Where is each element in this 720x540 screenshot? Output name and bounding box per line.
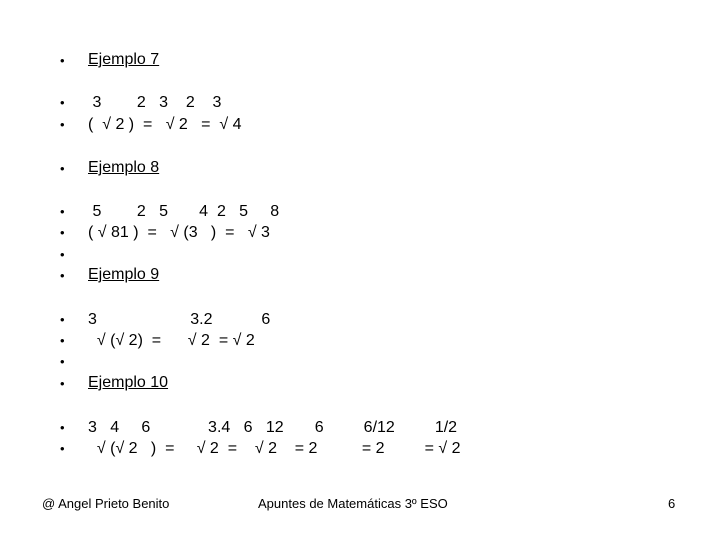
example-8-expression: ( √ 81 ) = √ (3 ) = √ 3 [88, 224, 270, 241]
example-10-exponents: 3 4 6 3.4 6 12 6 6/12 1/2 [88, 419, 458, 436]
example-7-title: Ejemplo 7 [88, 51, 160, 68]
example-8-exponents: 5 2 5 4 2 5 8 [88, 203, 280, 220]
bullet: • [60, 420, 65, 435]
bullet: • [60, 376, 65, 391]
bullet: • [60, 53, 65, 68]
bullet: • [60, 441, 65, 456]
bullet: • [60, 333, 65, 348]
bullet: • [60, 204, 65, 219]
bullet: • [60, 268, 65, 283]
example-9-title: Ejemplo 9 [88, 266, 160, 283]
page-number: 6 [668, 496, 676, 511]
example-10-title: Ejemplo 10 [88, 374, 169, 391]
example-8-title: Ejemplo 8 [88, 159, 160, 176]
bullet: • [60, 161, 65, 176]
example-7-exponents: 3 2 3 2 3 [88, 94, 222, 111]
footer-author: @ Angel Prieto Benito [42, 496, 170, 511]
footer-course: Apuntes de Matemáticas 3º ESO [258, 496, 448, 511]
bullet: • [60, 117, 65, 132]
bullet: • [60, 247, 65, 262]
bullet: • [60, 95, 65, 110]
example-10-expression: √ (√ 2 ) = √ 2 = √ 2 = 2 = 2 = √ 2 [88, 440, 461, 457]
example-9-expression: √ (√ 2) = √ 2 = √ 2 [88, 332, 255, 349]
example-7-expression: ( √ 2 ) = √ 2 = √ 4 [88, 116, 242, 133]
example-9-exponents: 3 3.2 6 [88, 311, 271, 328]
bullet: • [60, 225, 65, 240]
bullet: • [60, 312, 65, 327]
bullet: • [60, 354, 65, 369]
